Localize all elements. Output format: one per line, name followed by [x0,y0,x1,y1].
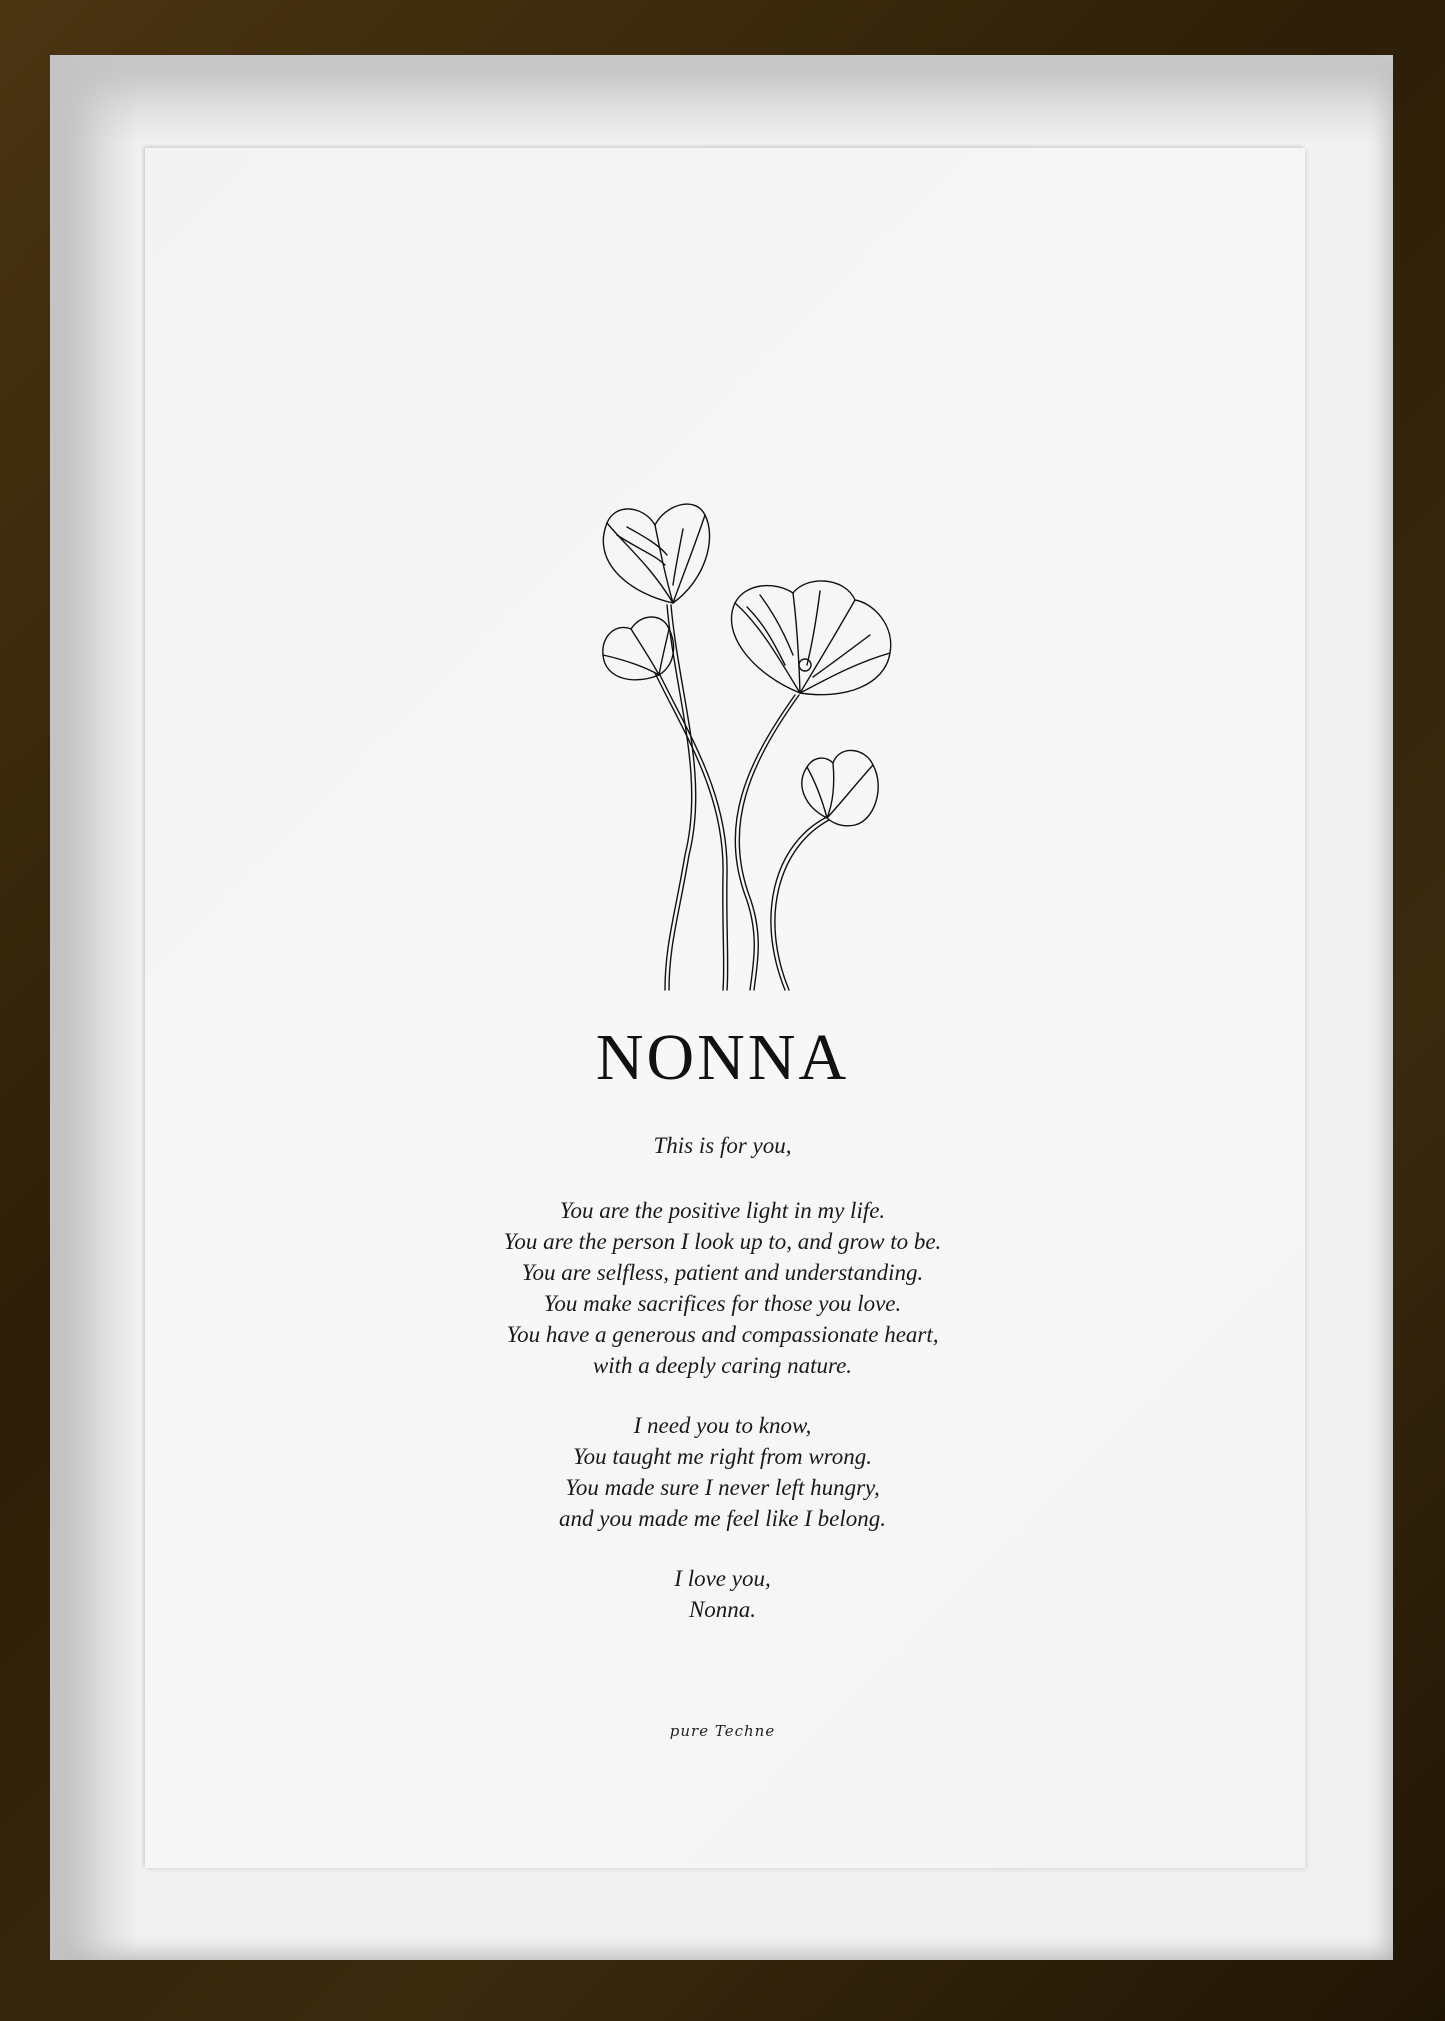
poppy-flowers-illustration [555,495,915,995]
poem-line: You are the person I look up to, and grow to be. [503,1229,942,1254]
mat-shadow [50,55,140,1960]
poem-line: You are selfless, patient and understanding. [521,1260,924,1285]
poem-stanza-3 [0,1410,1445,1534]
poem-line: You taught me right from wrong. [572,1444,873,1469]
poem-line: I love you, [674,1566,771,1591]
poem-line: You have a generous and compassionate heart, [506,1322,939,1347]
poem-line: with a deeply caring nature. [592,1353,853,1378]
page-title: NONNA [595,1021,850,1094]
poem-line: You make sacrifices for those you love. [543,1291,902,1316]
brand-signature: pure Techne [669,1722,776,1740]
poem-stanza-1 [0,1130,1445,1161]
poem-line: This is for you, [653,1133,792,1158]
poem-stanza-4 [0,1563,1445,1625]
poem-stanza-2 [0,1195,1445,1381]
mat-shadow [50,55,1393,145]
poem-line: and you made me feel like I belong. [559,1506,886,1531]
poem-line: Nonna. [688,1597,757,1622]
poem-line: I need you to know, [633,1413,812,1438]
poem-line: You made sure I never left hungry, [565,1475,880,1500]
poem-line: You are the positive light in my life. [559,1198,886,1223]
